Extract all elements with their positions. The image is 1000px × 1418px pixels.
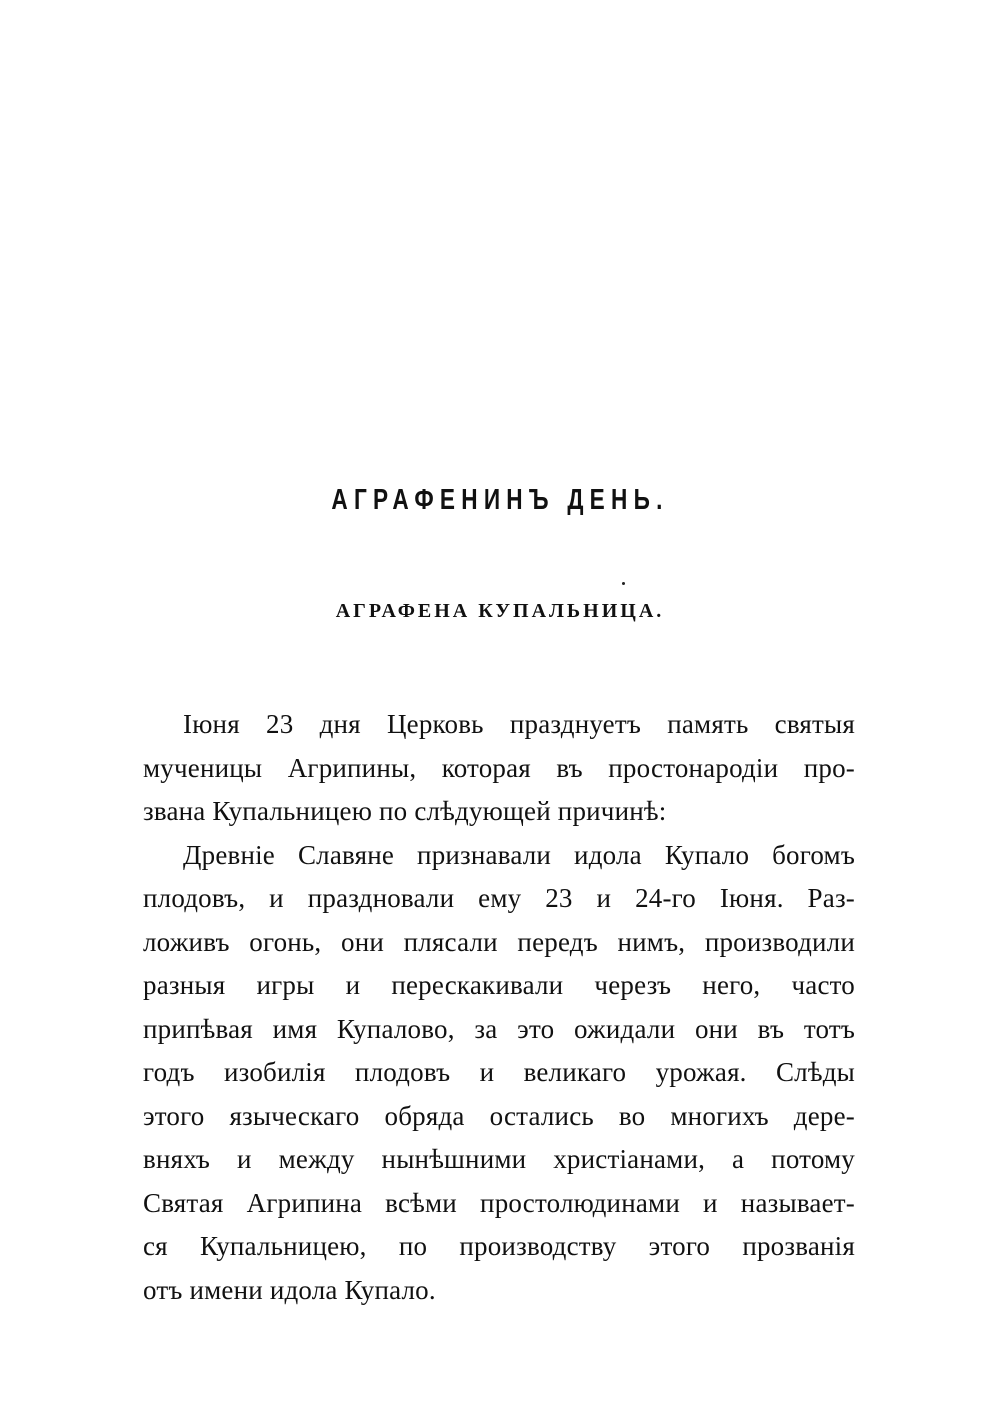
text-line: звана Купальницею по слѣдующей причинѣ: <box>143 796 667 826</box>
text-line: Святая Агрипина всѣми простолюдинами и называет- <box>143 1187 855 1218</box>
text-line: Іюня 23 дня Церковь празднуетъ память святыя <box>183 709 855 739</box>
text-line: разныя игры и перескакивали черезъ него, часто <box>143 970 855 1000</box>
text-line: годъ изобилія плодовъ и великаго урожая. Слѣды <box>143 1057 855 1087</box>
text-line: ся Купальницею, по производству этого прозванія <box>143 1231 855 1261</box>
body-text <box>143 703 855 1312</box>
text-line: ложивъ огонь, они плясали передъ нимъ, производили <box>143 926 855 957</box>
text-line: мученицы Агрипины, которая въ простонародіи про- <box>143 752 855 783</box>
chapter-title: АГРАФЕНИНЪ ДЕНЬ. <box>331 484 669 516</box>
text-line: Древніе Славяне признавали идола Купало богомъ <box>183 839 855 870</box>
print-speck <box>622 582 625 585</box>
chapter-subtitle: АГРАФЕНА КУПАЛЬНИЦА. <box>335 600 665 622</box>
text-line: припѣвая имя Купалово, за это ожидали они въ тотъ <box>143 1013 855 1044</box>
text-line: этого языческаго обряда остались во многихъ дере- <box>143 1100 855 1131</box>
text-line: отъ имени идола Купало. <box>143 1274 436 1305</box>
text-line: плодовъ, и праздновали ему 23 и 24-го Іюня. Раз- <box>143 883 855 913</box>
text-line: вняхъ и между нынѣшними христіанами, а потому <box>143 1144 855 1174</box>
